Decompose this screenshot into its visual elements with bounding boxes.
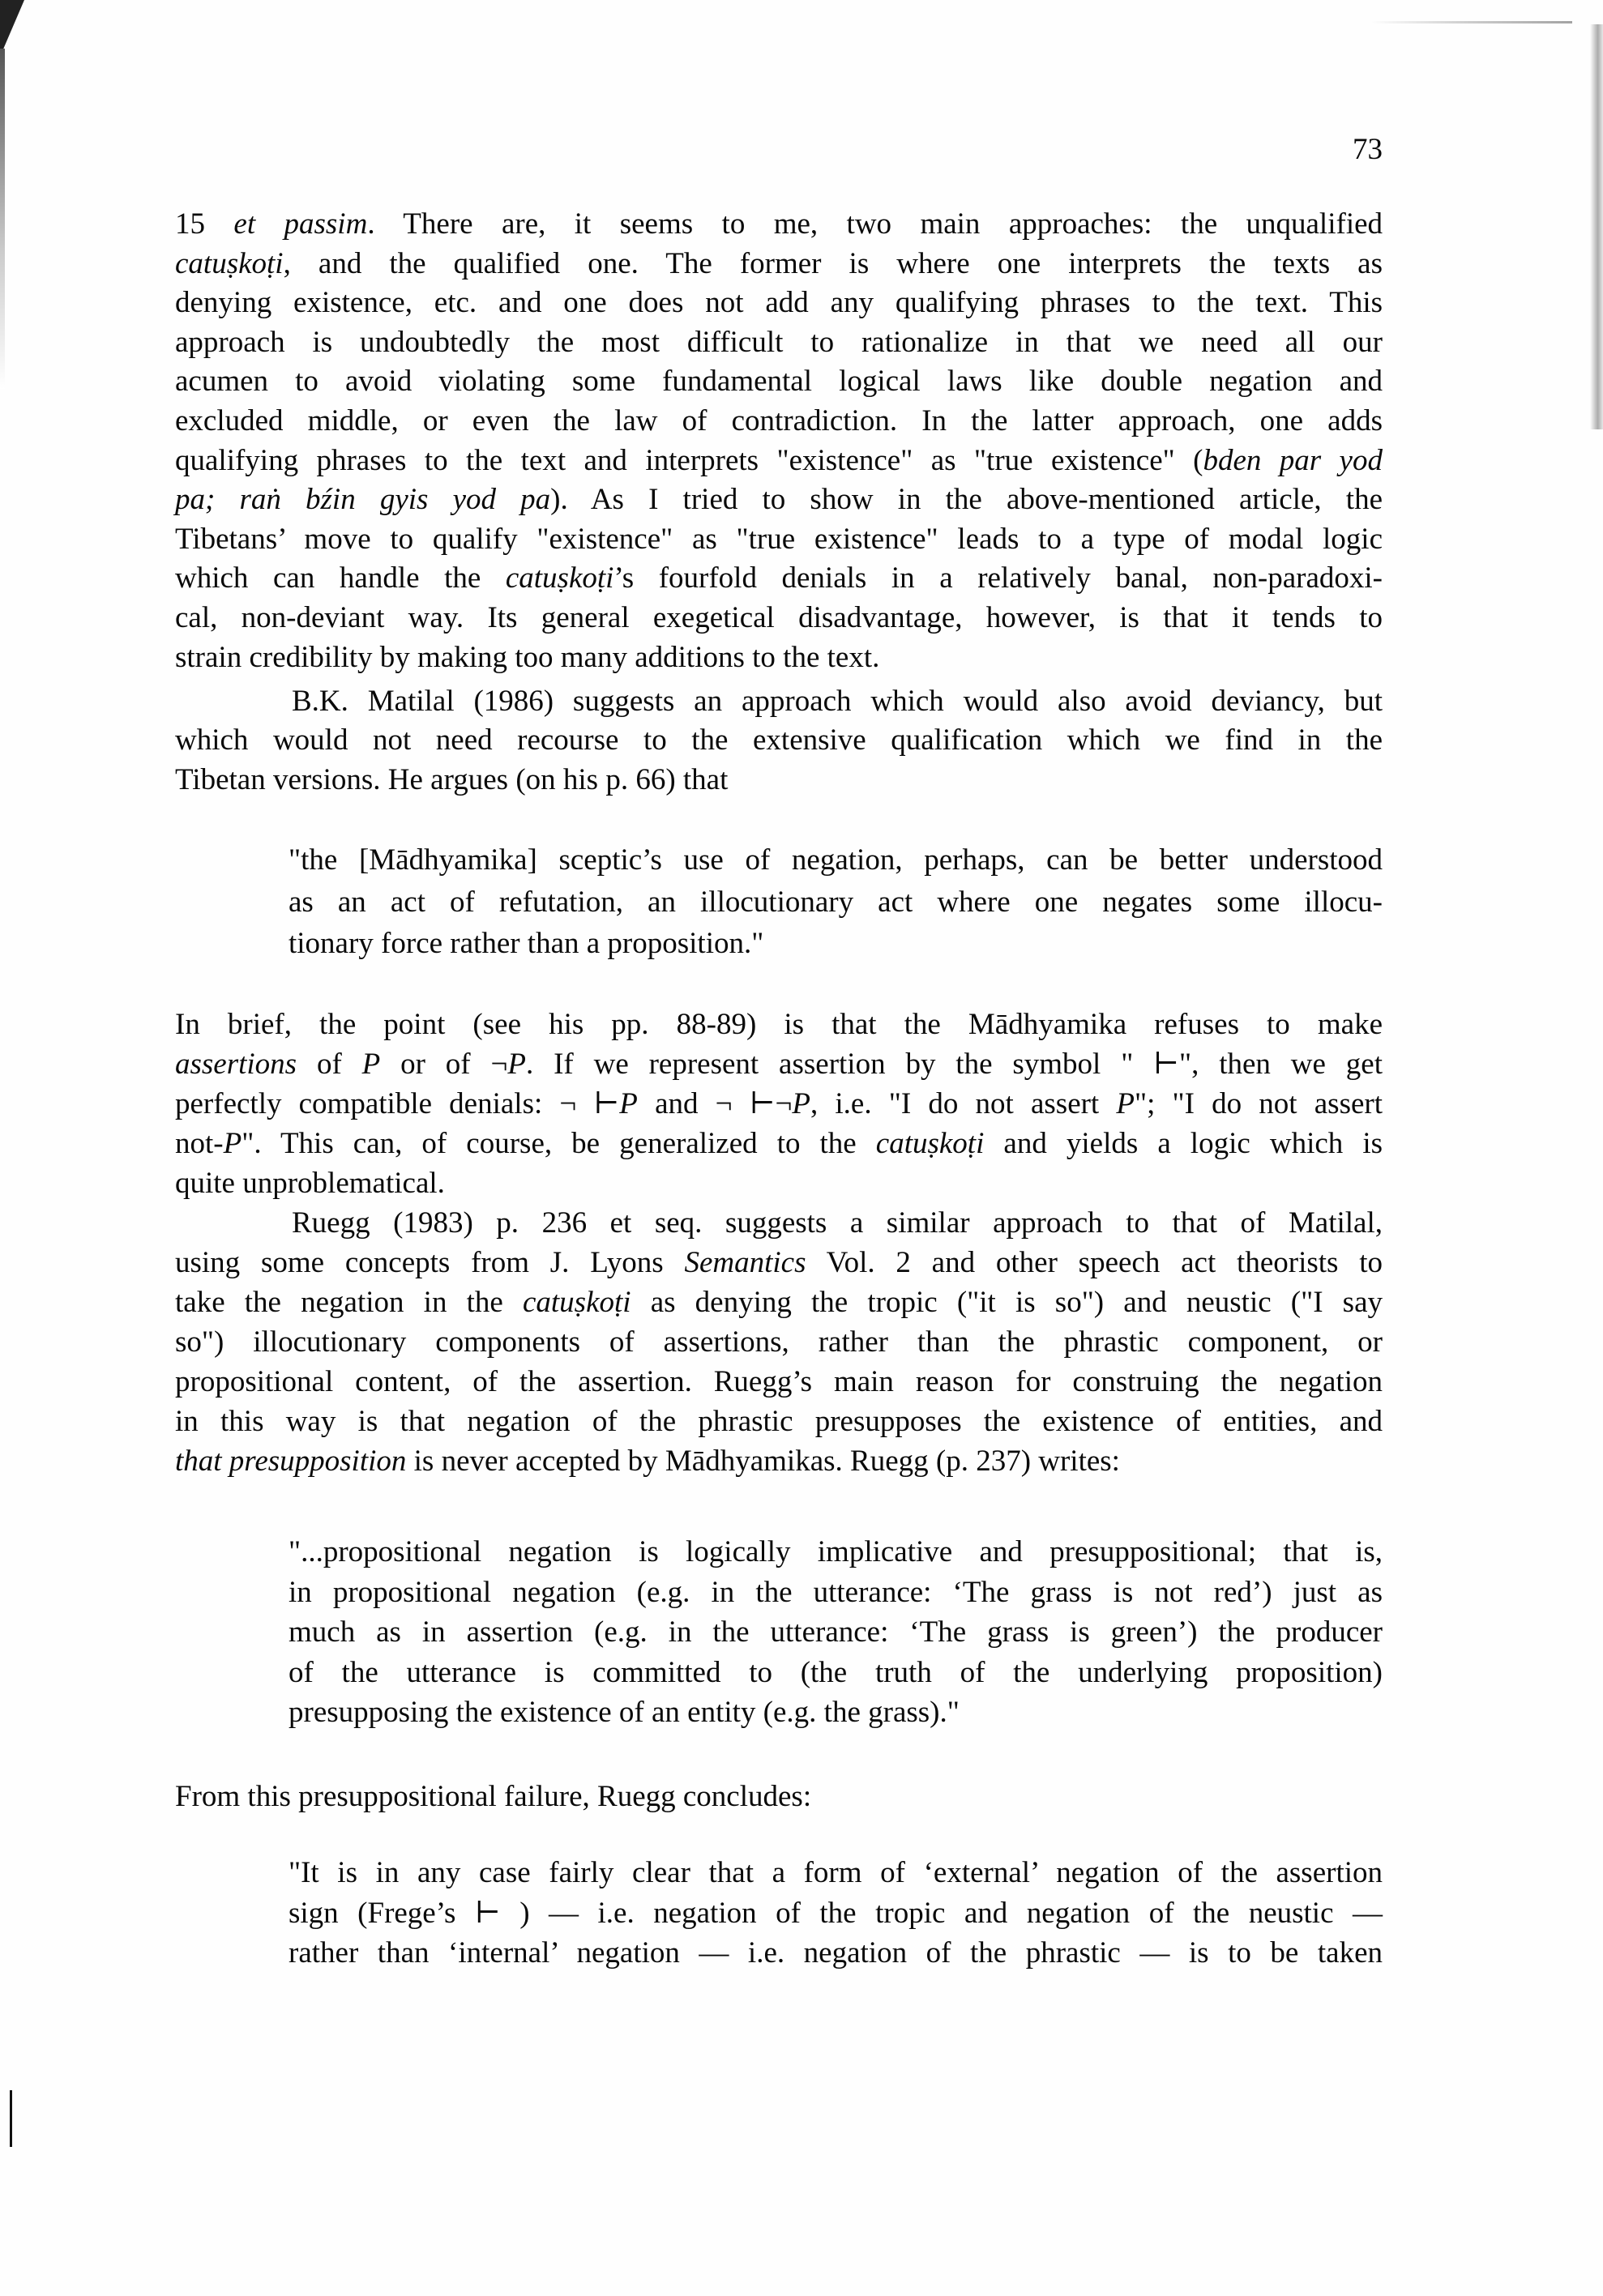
paragraph-line <box>175 441 1383 481</box>
text-run: 15 <box>175 207 234 241</box>
paragraph-line <box>175 322 1383 363</box>
text-run: of <box>297 1048 362 1081</box>
paragraph-line <box>175 638 1383 678</box>
text-run: B.K. Matilal (1986) suggests an approach which would also avoid deviancy, but <box>292 685 1383 718</box>
text-run: as an act of refutation, an illocutionary act where one negates some illocu- <box>289 886 1383 919</box>
text-run: , and the qualified one. The former is where one interprets the texts as <box>283 247 1383 280</box>
quote-line <box>289 1532 1383 1573</box>
paragraph-line <box>175 1163 1383 1204</box>
italic-text: P <box>507 1048 526 1081</box>
text-run: perfectly compatible denials: ¬ ⊢ <box>175 1087 620 1120</box>
text-run: "...propositional negation is logically implicative and presuppositional; that is, <box>289 1535 1383 1568</box>
text-run: "the [Mādhyamika] sceptic’s use of negation, perhaps, can be better understood <box>289 843 1383 877</box>
text-run: ). As I tried to show in the above-mentioned article, the <box>550 483 1383 516</box>
italic-text: that presupposition <box>175 1445 407 1478</box>
quote-line <box>289 1853 1383 1893</box>
paragraph-line <box>292 681 1383 722</box>
text-run: as denying the tropic ("it is so") and neustic ("I say <box>631 1286 1383 1319</box>
paragraph-line <box>175 519 1383 560</box>
text-run: and yields a logic which is <box>984 1127 1383 1160</box>
paragraph-line <box>175 1777 1383 1817</box>
scan-artifact-top <box>1370 21 1572 23</box>
paragraph-line <box>175 204 1383 245</box>
paragraph-line <box>175 1044 1383 1085</box>
text-run: which would not need recourse to the extensive qualification which we find in the <box>175 723 1383 757</box>
text-run: strain credibility by making too many additions to the text. <box>175 641 880 674</box>
italic-text: P <box>223 1127 242 1160</box>
paragraph-line <box>175 283 1383 323</box>
quote-line <box>289 882 1383 923</box>
italic-text: catuṣkoṭi <box>175 247 284 280</box>
text-run: denying existence, etc. and one does not add any qualifying phrases to the text. This <box>175 286 1383 319</box>
paragraph-line <box>175 1084 1383 1125</box>
paragraph-line <box>175 361 1383 402</box>
quote-line <box>289 924 1383 964</box>
text-run: in propositional negation (e.g. in the utterance: ‘The grass is not red’) just as <box>289 1576 1383 1609</box>
paragraph-line <box>175 720 1383 761</box>
paragraph-line <box>175 244 1383 284</box>
text-run: in this way is that negation of the phrastic presupposes the existence of entities, and <box>175 1405 1383 1438</box>
text-run: and ¬ ⊢¬ <box>637 1087 793 1120</box>
scan-artifact-left-edge <box>0 49 5 389</box>
paragraph-line <box>175 1441 1383 1482</box>
text-run: so") illocutionary components of assertions, rather than the phrastic component, or <box>175 1325 1383 1359</box>
italic-text: et passim <box>233 207 368 241</box>
italic-text: catuṣkoṭi <box>505 561 614 595</box>
paragraph-line <box>175 401 1383 442</box>
text-run: From this presuppositional failure, Ruegg concludes: <box>175 1780 812 1813</box>
text-run: ". This can, of course, be generalized to the <box>242 1127 876 1160</box>
text-run: . There are, it seems to me, two main approaches: the unqualified <box>367 207 1383 241</box>
italic-text: catuṣkoṭi <box>875 1127 985 1160</box>
text-run: of the utterance is committed to (the truth of the underlying proposition) <box>289 1656 1383 1689</box>
text-run: Tibetans’ move to qualify "existence" as "true existence" leads to a type of modal logic <box>175 523 1383 556</box>
italic-text: pa; raṅ bźin gyis yod pa <box>175 483 551 516</box>
text-run: using some concepts from J. Lyons <box>175 1246 685 1279</box>
paragraph-line <box>175 1243 1383 1283</box>
text-run: which can handle the <box>175 561 506 595</box>
scan-artifact-right-edge <box>1590 24 1603 429</box>
quote-line <box>289 1893 1383 1934</box>
italic-text: P <box>361 1048 381 1081</box>
text-run: quite unproblematical. <box>175 1167 445 1200</box>
text-run: "It is in any case fairly clear that a form of ‘external’ negation of the assertion <box>289 1856 1383 1889</box>
quote-line <box>289 1653 1383 1693</box>
text-run: presupposing the existence of an entity (e.g. the grass)." <box>289 1696 960 1729</box>
page-number: 73 <box>1353 133 1383 166</box>
text-run: , i.e. "I do not assert <box>810 1087 1117 1120</box>
text-run: Ruegg (1983) p. 236 et seq. suggests a similar approach to that of Matilal, <box>292 1206 1383 1240</box>
quote-line <box>289 840 1383 881</box>
paragraph-line <box>175 598 1383 638</box>
text-run: propositional content, of the assertion. Ruegg’s main reason for construing the negation <box>175 1365 1383 1398</box>
text-run: qualifying phrases to the text and interprets "existence" as "true existence" ( <box>175 444 1203 477</box>
paragraph-line <box>292 1203 1383 1244</box>
text-run: Vol. 2 and other speech act theorists to <box>806 1246 1383 1279</box>
paragraph-line <box>175 1362 1383 1402</box>
paragraph-line <box>175 480 1383 520</box>
text-run: or of ¬ <box>380 1048 508 1081</box>
paragraph-line <box>175 558 1383 599</box>
paragraph-line <box>175 1124 1383 1164</box>
text-run: excluded middle, or even the law of contradiction. In the latter approach, one adds <box>175 404 1383 437</box>
italic-text: Semantics <box>684 1246 806 1279</box>
paragraph-line <box>175 1282 1383 1323</box>
text-run: Tibetan versions. He argues (on his p. 66) that <box>175 763 729 796</box>
text-run: . If we represent assertion by the symbol " ⊢", then we get <box>525 1048 1383 1081</box>
text-run: take the negation in the <box>175 1286 523 1319</box>
text-run: "; "I do not assert <box>1135 1087 1383 1120</box>
text-run: In brief, the point (see his pp. 88-89) is that the Mādhyamika refuses to make <box>175 1008 1383 1041</box>
text-run: tionary force rather than a proposition." <box>289 927 764 960</box>
text-run: not- <box>175 1127 224 1160</box>
italic-text: P <box>792 1087 810 1120</box>
text-run: acumen to avoid violating some fundamental logical laws like double negation and <box>175 365 1383 398</box>
italic-text: bden par yod <box>1203 444 1383 477</box>
text-run: rather than ‘internal’ negation — i.e. negation of the phrastic — is to be taken <box>289 1936 1383 1970</box>
italic-text: assertions <box>175 1048 297 1081</box>
text-run: much as in assertion (e.g. in the utterance: ‘The grass is green’) the producer <box>289 1615 1383 1649</box>
quote-line <box>289 1933 1383 1974</box>
text-run: cal, non-deviant way. Its general exegetical disadvantage, however, is that it tends to <box>175 601 1383 634</box>
text-run: is never accepted by Mādhyamikas. Ruegg (p. 237) writes: <box>406 1445 1120 1478</box>
scan-artifact-mark <box>10 2090 12 2147</box>
text-run: sign (Frege’s ⊢ ) — i.e. negation of the tropic and negation of the neustic — <box>289 1897 1383 1930</box>
paragraph-line <box>175 1402 1383 1442</box>
paragraph-line <box>175 1322 1383 1363</box>
italic-text: catuṣkoṭi <box>522 1286 631 1319</box>
paragraph-line <box>175 760 1383 800</box>
paragraph-line <box>175 1005 1383 1045</box>
quote-line <box>289 1573 1383 1613</box>
italic-text: P <box>619 1087 638 1120</box>
text-run: approach is undoubtedly the most difficult to rationalize in that we need all our <box>175 326 1383 359</box>
quote-line <box>289 1612 1383 1653</box>
italic-text: P <box>1116 1087 1135 1120</box>
quote-line <box>289 1692 1383 1733</box>
text-run: ’s fourfold denials in a relatively banal, non-paradoxi- <box>613 561 1383 595</box>
